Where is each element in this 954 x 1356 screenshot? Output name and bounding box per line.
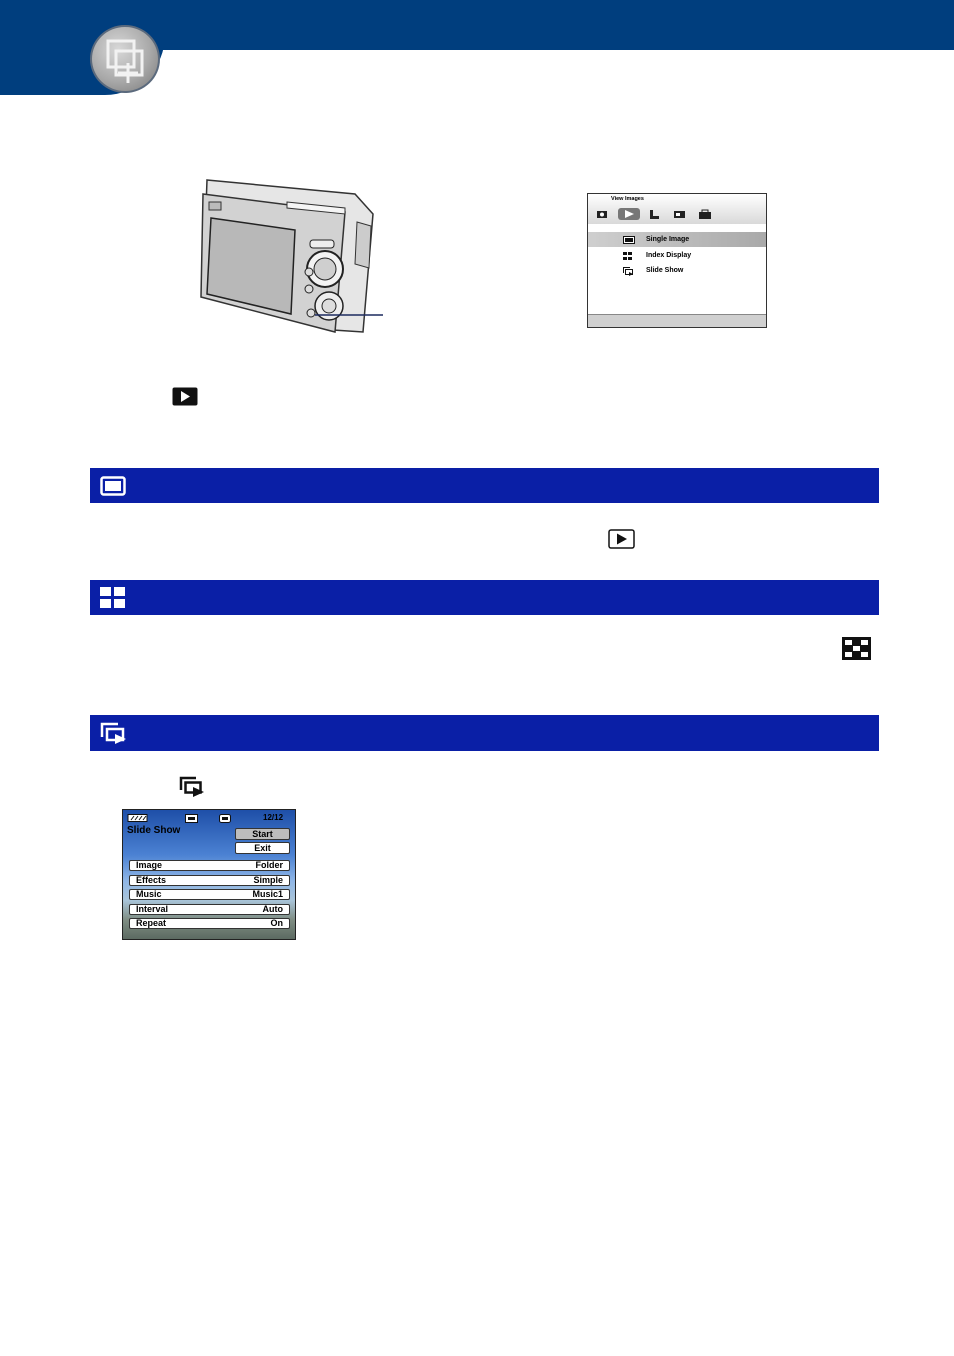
viewing-images-icon <box>90 25 160 93</box>
camera-illustration <box>195 172 395 337</box>
playback-icon[interactable] <box>618 208 640 220</box>
menu-item-slide-show[interactable] <box>588 263 766 278</box>
slide-show-icon <box>100 722 128 745</box>
option-repeat[interactable]: Repeat On <box>129 918 290 929</box>
playback-icon <box>608 529 635 549</box>
slide-show-icon <box>179 776 206 798</box>
section-bar-index-display <box>90 580 879 615</box>
option-interval[interactable]: Interval Auto <box>129 904 290 915</box>
slide-show-icon <box>623 267 634 276</box>
toolbox-icon[interactable] <box>699 210 711 219</box>
menu-status-strip <box>588 314 766 327</box>
index-grid-icon <box>842 637 871 660</box>
menu-title: View Images <box>611 196 644 202</box>
start-button[interactable]: Start <box>235 828 290 840</box>
menu-tab-strip <box>588 194 766 224</box>
menu-item-label: Slide Show <box>646 267 684 274</box>
index-display-icon <box>623 252 632 260</box>
memory-icon[interactable] <box>674 211 685 218</box>
battery-icon <box>127 814 149 822</box>
menu-item-single-image[interactable] <box>588 232 766 247</box>
image-counter: 12/12 <box>263 813 284 822</box>
view-images-menu-screen <box>587 193 767 328</box>
section-bar-single-image <box>90 468 879 503</box>
menu-item-index-display[interactable] <box>588 248 766 263</box>
option-image[interactable]: Image Folder <box>129 860 290 871</box>
print-icon[interactable] <box>650 210 659 219</box>
slide-show-title: Slide Show <box>127 825 181 836</box>
index-display-icon <box>100 587 126 608</box>
single-image-icon <box>623 236 635 244</box>
option-music[interactable]: Music Music1 <box>129 889 290 900</box>
single-image-icon <box>100 476 126 496</box>
exit-button[interactable]: Exit <box>235 842 290 854</box>
quality-icon <box>219 814 231 823</box>
section-bar-slide-show <box>90 715 879 751</box>
menu-item-label: Single Image <box>646 236 690 243</box>
camera-icon[interactable] <box>597 211 607 218</box>
playback-icon <box>172 387 198 406</box>
menu-item-label: Index Display <box>646 252 692 259</box>
option-effects[interactable]: Effects Simple <box>129 875 290 886</box>
slide-show-screen <box>122 809 296 940</box>
image-size-icon <box>185 814 201 823</box>
